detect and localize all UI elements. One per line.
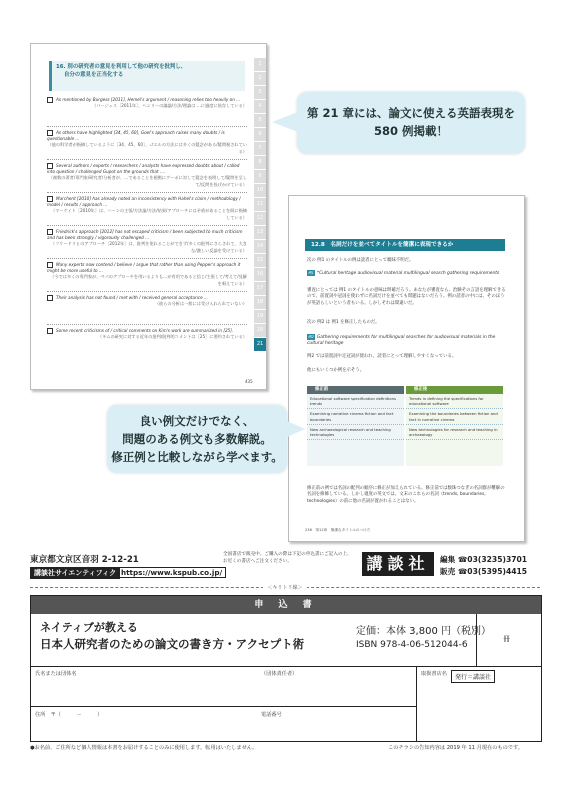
right-page-heading: 12.8 名詞だけを並べてタイトルを簡潔に表現できるか xyxy=(305,239,505,251)
checkbox-icon xyxy=(47,130,53,136)
right-para-1: 次の 例1 のタイトルの例は読者にとって曖昧不明だ。 xyxy=(307,258,414,263)
purchase-notice: 全国書店で販売中。ご購入の際は下記の申込書にご記入の上、 お近くの書店へご注文ください。 xyxy=(223,552,352,564)
sample-page-left xyxy=(30,43,267,390)
quantity-label: 冊 xyxy=(503,635,510,643)
entry-divider xyxy=(47,225,247,226)
right-para-5: 他にもいくつか例を示そう。 xyxy=(307,368,365,373)
chapter-tab: 1 xyxy=(254,58,266,72)
phone-field-label[interactable]: 電話番号 xyxy=(261,712,282,718)
publisher-name: 講談社サイエンティフィク xyxy=(30,567,120,579)
order-form-title: 申 込 書 xyxy=(31,596,541,614)
checkbox-icon xyxy=(47,163,53,169)
sales-contact: 販売 ☎03(5395)4415 xyxy=(440,567,528,576)
compare-cell: Examining the boundaries between fiction and fact in narrative cinema xyxy=(406,409,503,424)
right-example-1: 例1 *Cultural heritage audiovisual material multilingual search gathering requirements xyxy=(308,271,500,276)
entry-divider xyxy=(47,192,247,193)
expression-japanese: （フリードリヒのアプローチ［2012年］は、批判を免れることができず/多くの批判にさらされて、大きな/激しい反論を受けている） xyxy=(50,241,247,253)
dealer-stamp: 発行＝講談社 xyxy=(451,670,495,683)
expression-english: Many experts now contend / believe / argue that rather than using Pepper's approach it might be more useful to ... xyxy=(47,262,241,274)
right-para-6: 修正前の例では名詞の配列の順序に修正が加えられている。修正前では数珠つなぎの名詞群が難解の名詞を修飾している。しかし適度の英文では、文末のこれらの名詞（trends, boundaries, technologies）の前に他の名詞が置かれることはない。 xyxy=(307,486,505,504)
entry-divider xyxy=(47,324,247,325)
chapter-tab: 4 xyxy=(254,100,266,114)
chapter-tab: 19 xyxy=(254,310,266,324)
publisher-url[interactable]: https://www.kspub.co.jp/ xyxy=(117,567,226,578)
chapter-tab: 10 xyxy=(254,184,266,198)
chapter-tab: 14 xyxy=(254,240,266,254)
expression-entry xyxy=(47,196,247,221)
name-field-label[interactable]: 氏名または団体名 xyxy=(35,671,77,677)
book-title-line2: 日本人研究者のための論文の書き方・アクセプト術 xyxy=(40,637,305,651)
callout-pointer-bottom xyxy=(285,418,307,440)
order-form xyxy=(30,595,542,742)
edit-contact: 編集 ☎03(3235)3701 xyxy=(440,555,528,564)
book-isbn: ISBN 978-4-06-512044-6 xyxy=(356,640,468,650)
book-title-line1: ネイティブが教える xyxy=(40,621,138,634)
expression-japanese: （マーケイト［2010年］は、ハーンの主張/方法論/方法/結果/アプローチには矛盾があることを既に指摘している） xyxy=(51,208,247,220)
expression-japanese: （今では多くの専門家が、ペパのアプローチを用いるよりも…が有用であると信じ/主張して/考えて/見解を唱えている） xyxy=(50,274,247,286)
expression-english: Their analysis has not found / met with / received general acceptance ... xyxy=(56,295,208,300)
sample-page-right xyxy=(288,195,525,542)
compare-cell: New archaeological research and teaching technologies xyxy=(307,425,404,440)
entry-divider xyxy=(47,291,247,292)
privacy-note: ●お名前、ご住所など個人情報は本書をお届けすることのみに使用します。転用はいたしません。 xyxy=(30,745,258,751)
right-para-4: 例2 では前置詞や定冠詞が使われ、読者にとって理解しやすくなっている。 xyxy=(307,354,457,359)
left-page-number: 435 xyxy=(245,379,253,384)
chapter-tab: 18 xyxy=(254,296,266,310)
callout-pointer-top xyxy=(270,110,300,134)
bookstore-field-label[interactable]: 取扱書店名 xyxy=(421,671,447,677)
expression-entry xyxy=(47,163,247,188)
expression-entry xyxy=(47,130,247,155)
expression-entry xyxy=(47,328,247,340)
address-field-label[interactable]: 住所 〒（ － ） xyxy=(35,712,103,718)
expression-english: Some recent criticisms of / critical comments on Kim's work are summarized in [25]. xyxy=(56,328,234,333)
chapter-tab: 12 xyxy=(254,212,266,226)
entry-divider xyxy=(47,159,247,160)
kodansha-logo: 講談社 xyxy=(362,552,434,576)
chapter-tab: 9 xyxy=(254,170,266,184)
checkbox-icon xyxy=(47,262,53,268)
chapter-tab: 2 xyxy=(254,72,266,86)
chapter-tab: 16 xyxy=(254,268,266,282)
chapter-tab: 6 xyxy=(254,128,266,142)
chapter-tab: 20 xyxy=(254,324,266,338)
right-page-footer: 236 第12章 簡潔なタイトルのつけ方 xyxy=(305,528,371,532)
comparison-table xyxy=(307,386,503,466)
expression-entry xyxy=(47,229,247,254)
checkbox-icon xyxy=(47,196,53,202)
expression-entry xyxy=(47,262,247,287)
checkbox-icon xyxy=(47,328,53,334)
expression-english: As mentioned by Burgess [2011], Hemel's argument / reasoning relies too heavily on ... xyxy=(56,97,241,102)
compare-after-column: 修正後 Trends in defining the specifications for educational software Examining the boundaries between fiction and fact in narrative cinema New technologies for research and teaching in archaeology xyxy=(406,386,503,466)
chapter-tab: 13 xyxy=(254,226,266,240)
chapter-tab: 21 xyxy=(254,338,266,352)
right-para-2: 審査にとっては 例1 のタイトルの意味は明確だろう。あなたが審査なら、治験その言語を理解できるので、前置詞や冠詞を使わずに名詞だけを並べても問題はないだろう。例の読者の中には、そのほうが英語らしいという者もいる。しかしそれは間違いだ。 xyxy=(307,288,506,306)
left-page-heading: 16. 別の研究者の意見を利用して他の研究を批判し、 自分の意見を正当化する xyxy=(49,61,245,91)
book-price: 定価：本体 3,800 円（税別） xyxy=(356,626,491,637)
chapter-tab: 8 xyxy=(254,156,266,170)
chapter-tab: 5 xyxy=(254,114,266,128)
expression-japanese: （バージェス［2011年］、ヘンリーの議論/方法/理論は …に過度に依存している） xyxy=(92,103,247,109)
checkbox-icon xyxy=(47,97,53,103)
expression-japanese: （他の科学者が指摘しているように［34、45、60］、ゴエルの方法には多くの疑念がある/疑問視されている） xyxy=(47,142,247,154)
compare-cell: Trends in defining the specifications for educational software xyxy=(406,394,503,409)
chapter-tab: 17 xyxy=(254,282,266,296)
cut-line-label: ＜キリトリ線＞ xyxy=(263,585,306,591)
right-example-2: 例2 Gathering requirements for multilingual searches for audiovisual materials in the cultural heritage xyxy=(307,335,496,347)
entry-divider xyxy=(47,258,247,259)
publisher-address: 東京都文京区音羽 2-12-21 xyxy=(30,555,139,565)
compare-before-column: 修正前 Educational software specification definitions trends Examining narrative cinema fiction and fact boundaries New archaeological research and teaching technologies xyxy=(307,386,404,466)
chapter-tab: 3 xyxy=(254,86,266,100)
expression-japanese: （キムの研究に対する近年の批判/批判的コメントは［25］に要約されている） xyxy=(97,334,247,340)
expression-japanese: （複数の著者/専門家/研究者/分析者が、…であることを根拠にグーポに対して疑念を表明して/疑問を呈して/反問を投げかけている） xyxy=(48,175,247,187)
chapter-tab: 15 xyxy=(254,254,266,268)
chapter-tab: 7 xyxy=(254,142,266,156)
callout-english-expressions: 第 21 章には、論文に使える英語表現を 580 例掲載！ xyxy=(297,92,525,154)
entry-divider xyxy=(47,126,247,127)
callout-example-sentences: 良い例文だけでなく、 問題のある例文も多数解説。 修正例と比較しながら学べます。 xyxy=(107,405,287,473)
expression-english: Marchent [2010] has already noted an inconsistency with Hahel's claim / methodology / model / results / approach ... xyxy=(47,196,241,208)
expression-japanese: （彼らの分析は一般には受け入れられていない） xyxy=(154,301,247,307)
right-para-3: 次の 例2 は 例1 を修正したものだ。 xyxy=(307,320,380,325)
compare-cell: New technologies for research and teaching in archaeology xyxy=(406,425,503,440)
chapter-tab: 11 xyxy=(254,198,266,212)
expression-english: As others have highlighted [34, 45, 60], Goel's approach raises many doubts / is questionable ... xyxy=(47,130,225,142)
chapter-tabs xyxy=(254,58,266,352)
compare-cell: Educational software specification definitions trends xyxy=(307,394,404,409)
expression-entry xyxy=(47,295,247,307)
checkbox-icon xyxy=(47,229,53,235)
checkbox-icon xyxy=(47,295,53,301)
expression-english: Friedrick's approach [2012] has not escaped criticism / been subjected to much criticism and has been strongly / vigorously challenged ... xyxy=(47,229,243,241)
validity-note: このチラシの告知内容は 2019 年 11 月現在のものです。 xyxy=(388,745,523,751)
expression-entry xyxy=(47,97,247,109)
compare-cell: Examining narrative cinema fiction and fact boundaries xyxy=(307,409,404,424)
org-field-label[interactable]: （団体責任者） xyxy=(261,671,298,677)
expression-english: Several authors / experts / researchers / analysts have expressed doubts about / called into question / challenged Gupot on the grounds that .... xyxy=(47,163,240,175)
